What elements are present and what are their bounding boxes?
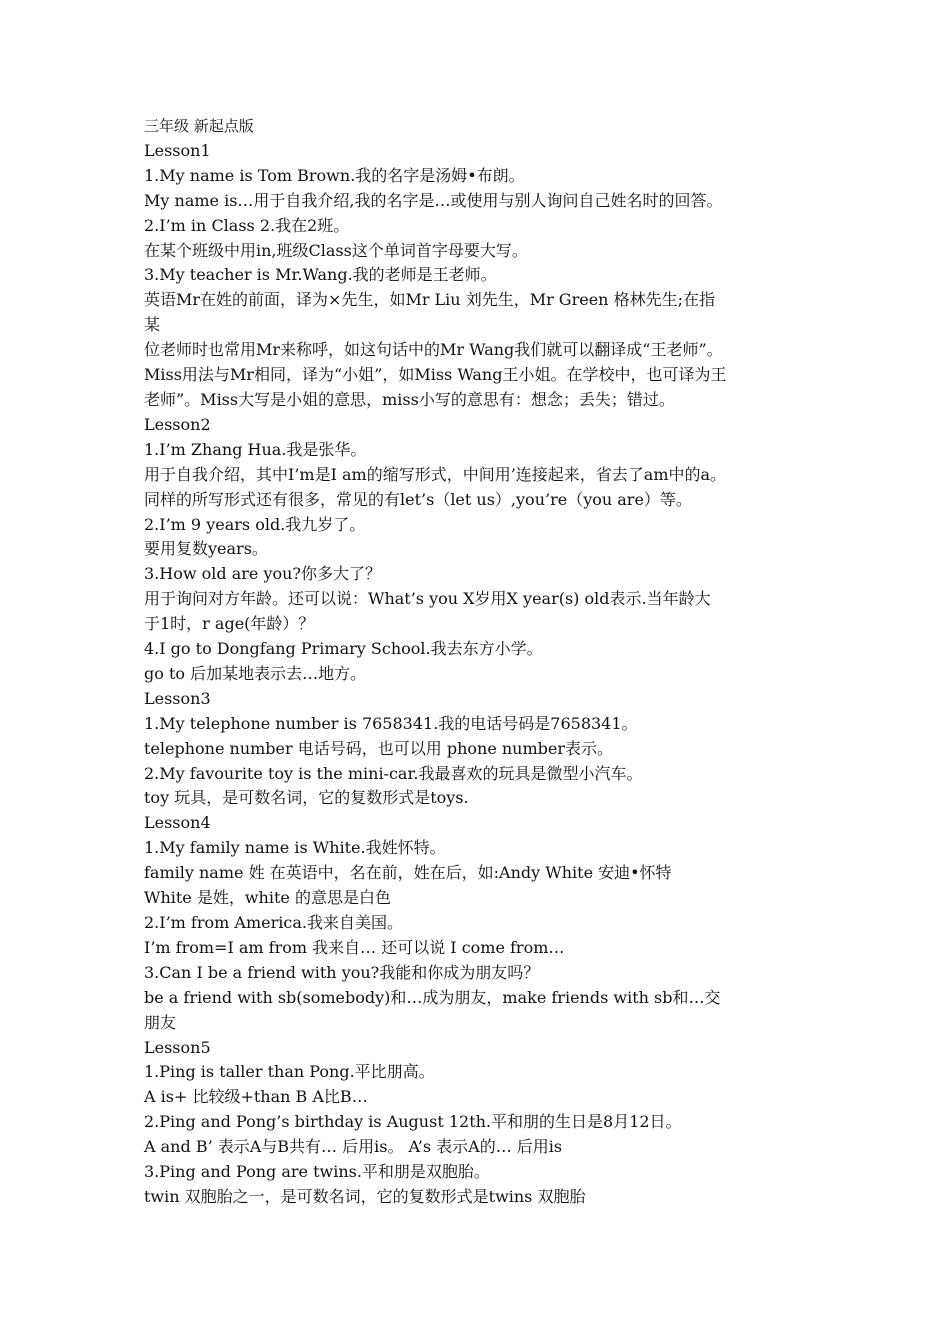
sentence-line: 3.My teacher is Mr.Wang.我的老师是王老师。: [144, 265, 497, 285]
explanation-line: be a friend with sb(somebody)和…成为朋友，make friends with sb和…交: [144, 987, 721, 1007]
explanation-line: 于1时，r age(年龄）？: [144, 614, 315, 634]
explanation-line: Miss用法与Mr相同，译为“小姐”，如Miss Wang王小姐。在学校中，也可译为王: [144, 365, 727, 385]
explanation-line: 某: [144, 315, 161, 335]
sentence-line: 2.I’m from America.我来自美国。: [144, 913, 403, 932]
sentence-line: 1.I’m Zhang Hua.我是张华。: [144, 439, 367, 459]
explanation-line: go to 后加某地表示去…地方。: [144, 663, 367, 683]
sentence-line: 2.Ping and Pong’s birthday is August 12th.平和朋的生日是8月12日。: [144, 1112, 682, 1132]
document-page: [144, 114, 824, 1210]
explanation-line: A and B’ 表示A与B共有… 后用is。 A’s 表示A的… 后用is: [144, 1137, 563, 1157]
lesson-heading: Lesson2: [144, 414, 211, 434]
lesson-heading: Lesson1: [144, 140, 211, 160]
explanation-line: family name 姓 在英语中，名在前，姓在后，如:Andy White 安迪•怀特: [144, 863, 672, 883]
explanation-line: A is+ 比较级+than B A比B…: [144, 1087, 368, 1107]
explanation-line: My name is…用于自我介绍,我的名字是…或使用与别人询问自己姓名时的回答。: [144, 190, 723, 210]
explanation-line: telephone number 电话号码，也可以用 phone number表示。: [144, 738, 614, 758]
lesson-heading: Lesson5: [144, 1037, 211, 1057]
sentence-line: 3.Ping and Pong are twins.平和朋是双胞胎。: [144, 1162, 490, 1182]
sentence-line: 4.I go to Dongfang Primary School.我去东方小学。: [144, 639, 543, 659]
sentence-line: 2.I’m 9 years old.我九岁了。: [144, 514, 366, 534]
lesson-heading: Lesson3: [144, 688, 211, 708]
explanation-line: 老师”。Miss大写是小姐的意思，miss小写的意思有：想念；丢失；错过。: [144, 389, 675, 409]
explanation-line: I’m from=I am from 我来自… 还可以说 I come from…: [144, 937, 565, 957]
explanation-line: toy 玩具，是可数名词，它的复数形式是toys.: [144, 788, 469, 808]
sentence-line: 3.How old are you?你多大了？: [144, 564, 382, 584]
sentence-line: 2.I’m in Class 2.我在2班。: [144, 215, 350, 235]
sentence-line: 2.My favourite toy is the mini-car.我最喜欢的玩具是微型小汽车。: [144, 763, 643, 783]
explanation-line: 用于自我介绍，其中I’m是I am的缩写形式，中间用’连接起来，省去了am中的a。: [144, 464, 727, 484]
explanation-line: 英语Mr在姓的前面，译为×先生，如Mr Liu 刘先生，Mr Green 格林先生;在指: [144, 290, 715, 310]
explanation-line: twin 双胞胎之一，是可数名词，它的复数形式是twins 双胞胎: [144, 1186, 586, 1206]
document-header: 三年级 新起点版: [144, 117, 254, 135]
explanation-line: 要用复数years。: [144, 539, 268, 559]
explanation-line: 位老师时也常用Mr来称呼，如这句话中的Mr Wang我们就可以翻译成“王老师”。: [144, 340, 723, 360]
sentence-line: 1.Ping is taller than Pong.平比朋高。: [144, 1062, 435, 1082]
explanation-line: White 是姓，white 的意思是白色: [144, 888, 391, 908]
explanation-line: 朋友: [144, 1012, 177, 1032]
explanation-line: 在某个班级中用in,班级Class这个单词首字母要大写。: [144, 240, 528, 260]
sentence-line: 1.My family name is White.我姓怀特。: [144, 838, 446, 858]
sentence-line: 1.My telephone number is 7658341.我的电话号码是7658341。: [144, 713, 638, 733]
sentence-line: 3.Can I be a friend with you?我能和你成为朋友吗？: [144, 962, 540, 982]
explanation-line: 同样的所写形式还有很多，常见的有let’s（let us）,you’re（you are）等。: [144, 489, 692, 509]
sentence-line: 1.My name is Tom Brown.我的名字是汤姆•布朗。: [144, 165, 525, 185]
explanation-line: 用于询问对方年龄。还可以说：What’s you X岁用X year(s) old表示.当年龄大: [144, 589, 711, 609]
lesson-heading: Lesson4: [144, 813, 211, 833]
